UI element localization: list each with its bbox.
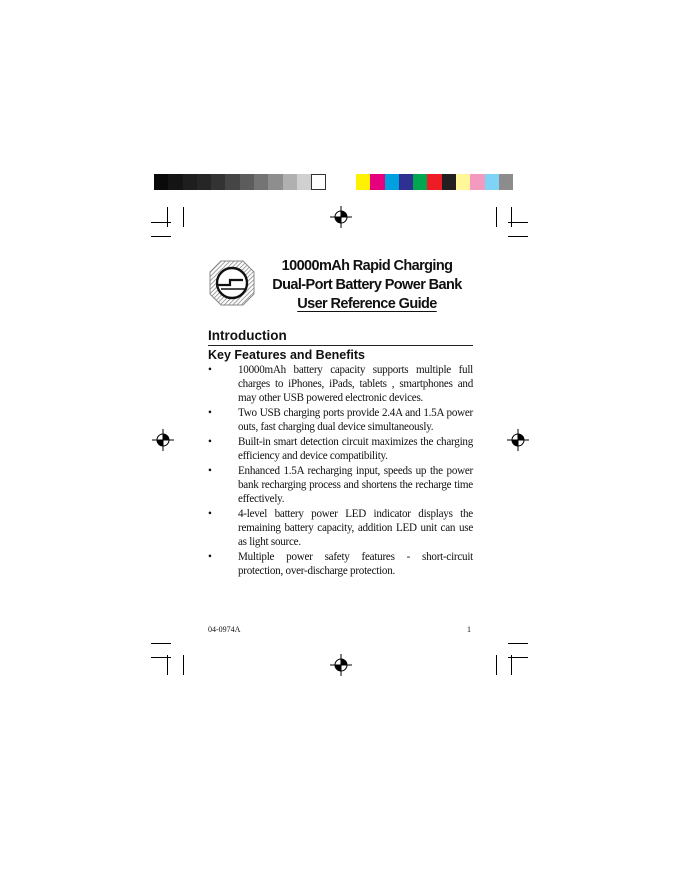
color-swatch (470, 174, 484, 190)
crop-mark (508, 236, 528, 237)
crop-mark (511, 207, 512, 227)
crop-mark (151, 657, 171, 658)
list-item (208, 551, 473, 579)
list-item-text: Two USB charging ports provide 2.4A and 1.5A power outs, fast charging dual device simultaneously. (238, 406, 473, 433)
color-swatch (297, 174, 311, 190)
color-swatch (183, 174, 197, 190)
list-item (208, 508, 473, 549)
bullet-icon: • (208, 507, 212, 520)
title-line-3: User Reference Guide (297, 296, 437, 312)
color-swatch (154, 174, 168, 190)
color-swatch (311, 174, 325, 190)
section-heading: Introduction (208, 328, 473, 346)
crop-mark (151, 236, 171, 237)
list-item-text: Multiple power safety features - short-circuit protection, over-discharge protection. (238, 550, 473, 577)
section-subheading: Key Features and Benefits (208, 348, 365, 362)
crop-mark (167, 207, 168, 227)
color-swatch (485, 174, 499, 190)
crop-mark (508, 222, 528, 223)
color-swatch (240, 174, 254, 190)
grayscale-calibration-bar (154, 174, 326, 190)
crop-mark (496, 207, 497, 227)
crop-mark (151, 643, 171, 644)
feature-list (208, 364, 473, 580)
list-item-text: Enhanced 1.5A recharging input, speeds up the power bank recharging process and shortens the recharge time effectively. (238, 465, 473, 505)
color-swatch (283, 174, 297, 190)
list-item-text: Built-in smart detection circuit maximizes the charging efficiency and device compatibility. (238, 435, 473, 462)
color-calibration-bar (356, 174, 513, 190)
crop-mark (508, 643, 528, 644)
color-swatch (427, 174, 441, 190)
registration-mark-icon (330, 206, 352, 228)
bullet-icon: • (208, 465, 212, 478)
page-number: 1 (467, 625, 471, 634)
list-item-text: 10000mAh battery capacity supports multiple full charges to iPhones, iPads, tablets , smartphones and may other USB powered electronic devices. (238, 364, 473, 404)
color-swatch (197, 174, 211, 190)
crop-mark (167, 655, 168, 675)
list-item (208, 407, 473, 435)
color-swatch (268, 174, 282, 190)
registration-mark-icon (330, 654, 352, 676)
color-swatch (225, 174, 239, 190)
bullet-icon: • (208, 406, 212, 419)
list-item (208, 436, 473, 464)
color-swatch (442, 174, 456, 190)
color-swatch (413, 174, 427, 190)
document-code: 04-0974A (208, 625, 241, 634)
bullet-icon: • (208, 435, 212, 448)
title-line-1: 10000mAh Rapid Charging (281, 258, 453, 274)
color-swatch (211, 174, 225, 190)
crop-mark (496, 655, 497, 675)
color-swatch (456, 174, 470, 190)
registration-mark-icon (507, 429, 529, 451)
disc-drive-logo-icon (207, 258, 257, 308)
crop-mark (511, 655, 512, 675)
color-swatch (356, 174, 370, 190)
color-swatch (168, 174, 182, 190)
crop-mark (183, 655, 184, 675)
list-item-text: 4-level battery power LED indicator displays the remaining battery capacity, addition LED unit can use as light source. (238, 507, 473, 548)
list-item (208, 465, 473, 506)
color-swatch (385, 174, 399, 190)
color-swatch (254, 174, 268, 190)
title-line-2: Dual-Port Battery Power Bank (272, 277, 462, 293)
color-swatch (399, 174, 413, 190)
crop-mark (183, 207, 184, 227)
color-swatch (370, 174, 384, 190)
crop-mark (151, 222, 171, 223)
registration-mark-icon (152, 429, 174, 451)
list-item (208, 364, 473, 405)
color-swatch (499, 174, 513, 190)
bullet-icon: • (208, 550, 212, 563)
bullet-icon: • (208, 364, 212, 376)
